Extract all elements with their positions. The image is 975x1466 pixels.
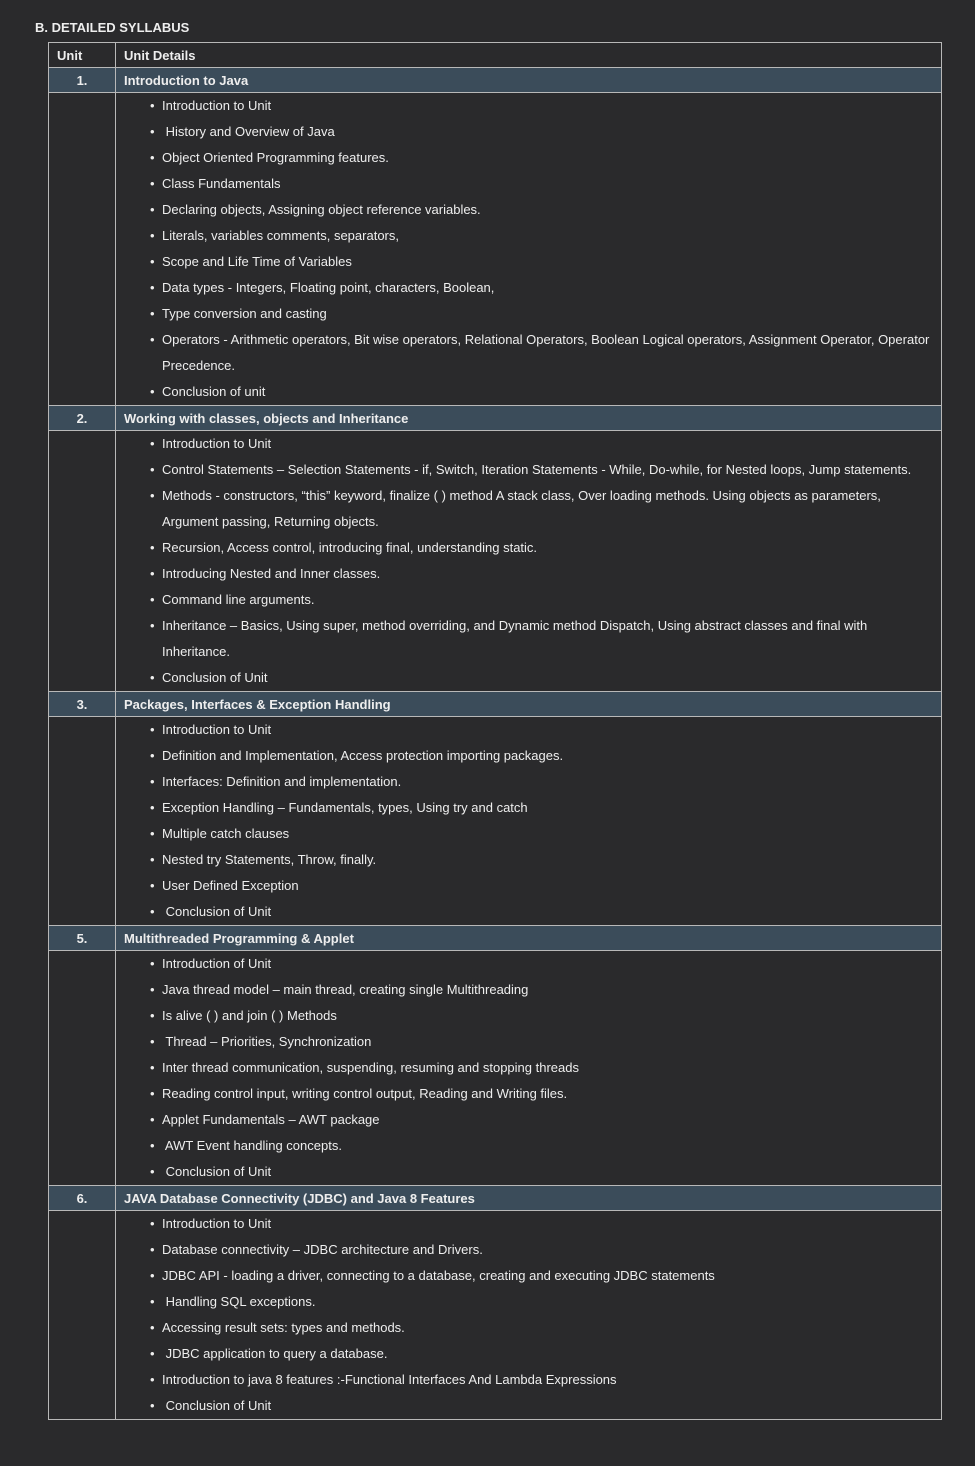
topic-text: Is alive ( ) and join ( ) Methods <box>162 1008 337 1023</box>
bullet-icon: • <box>150 306 155 321</box>
topic-item <box>150 327 931 379</box>
topic-item <box>150 1315 931 1341</box>
unit-column-header: Unit <box>49 43 116 68</box>
unit-number-empty-cell <box>49 431 116 692</box>
topic-text: Conclusion of unit <box>162 384 266 399</box>
bullet-icon: • <box>150 462 155 477</box>
bullet-icon: • <box>150 202 155 217</box>
topic-item <box>150 665 931 691</box>
topic-text: JDBC API - loading a driver, connecting to a database, creating and executing JDBC statements <box>162 1268 715 1283</box>
bullet-icon: • <box>150 1346 155 1361</box>
topic-text: Multiple catch clauses <box>162 826 290 841</box>
topic-item <box>150 1133 931 1159</box>
unit-number-empty-cell <box>49 93 116 406</box>
unit-topics-cell <box>116 951 942 1186</box>
topic-item <box>150 899 931 925</box>
bullet-icon: • <box>150 488 155 503</box>
topic-text: Control Statements – Selection Statements - if, Switch, Iteration Statements - While, Do-while, for Nested loops, Jump statements. <box>162 462 912 477</box>
bullet-icon: • <box>150 800 155 815</box>
topic-item <box>150 1159 931 1185</box>
topic-item <box>150 1055 931 1081</box>
bullet-icon: • <box>150 1268 155 1283</box>
unit-topics-cell <box>116 1211 942 1420</box>
topic-item <box>150 1263 931 1289</box>
topic-item <box>150 717 931 743</box>
topic-item <box>150 1029 931 1055</box>
topic-text: Definition and Implementation, Access protection importing packages. <box>162 748 564 763</box>
topic-text: Introducing Nested and Inner classes. <box>162 566 381 581</box>
topic-item <box>150 613 931 665</box>
topic-text: Handling SQL exceptions. <box>162 1294 316 1309</box>
bullet-icon: • <box>150 150 155 165</box>
syllabus-table-body <box>49 43 942 1420</box>
bullet-icon: • <box>150 1086 155 1101</box>
topic-text: Thread – Priorities, Synchronization <box>162 1034 372 1049</box>
topic-text: Conclusion of Unit <box>162 1164 272 1179</box>
bullet-icon: • <box>150 384 155 399</box>
topic-text: User Defined Exception <box>162 878 299 893</box>
topic-text: History and Overview of Java <box>162 124 335 139</box>
topic-text: JDBC application to query a database. <box>162 1346 388 1361</box>
topic-item <box>150 795 931 821</box>
bullet-icon: • <box>150 1216 155 1231</box>
topic-list <box>116 93 941 405</box>
unit-topics-cell <box>116 717 942 926</box>
topic-text: Conclusion of Unit <box>162 670 268 685</box>
topic-item <box>150 483 931 535</box>
section-heading: B. DETAILED SYLLABUS <box>35 20 190 35</box>
topic-item <box>150 561 931 587</box>
bullet-icon: • <box>150 774 155 789</box>
bullet-icon: • <box>150 566 155 581</box>
bullet-icon: • <box>150 1034 155 1049</box>
topic-item <box>150 587 931 613</box>
bullet-icon: • <box>150 670 155 685</box>
topic-item <box>150 1081 931 1107</box>
unit-number-empty-cell <box>49 951 116 1186</box>
unit-topics-row <box>49 717 942 926</box>
topic-item <box>150 1107 931 1133</box>
bullet-icon: • <box>150 1138 155 1153</box>
topic-item <box>150 301 931 327</box>
topic-text: Introduction to Unit <box>162 722 272 737</box>
unit-number: 3. <box>49 692 116 717</box>
unit-number: 6. <box>49 1186 116 1211</box>
topic-text: Applet Fundamentals – AWT package <box>162 1112 380 1127</box>
bullet-icon: • <box>150 124 155 139</box>
topic-list <box>116 1211 941 1419</box>
bullet-icon: • <box>150 748 155 763</box>
syllabus-table <box>48 42 942 1420</box>
unit-number-empty-cell <box>49 717 116 926</box>
unit-number-empty-cell <box>49 1211 116 1420</box>
topic-text: AWT Event handling concepts. <box>162 1138 342 1153</box>
topic-item <box>150 873 931 899</box>
topic-item <box>150 977 931 1003</box>
unit-title-row <box>49 1186 942 1211</box>
topic-item <box>150 223 931 249</box>
table-header-row <box>49 43 942 68</box>
bullet-icon: • <box>150 1398 155 1413</box>
unit-topics-cell <box>116 93 942 406</box>
topic-text: Literals, variables comments, separators, <box>162 228 399 243</box>
bullet-icon: • <box>150 722 155 737</box>
topic-item <box>150 769 931 795</box>
topic-item <box>150 1237 931 1263</box>
topic-item <box>150 197 931 223</box>
bullet-icon: • <box>150 904 155 919</box>
topic-item <box>150 119 931 145</box>
topic-text: Introduction to Unit <box>162 1216 272 1231</box>
unit-topics-row <box>49 951 942 1186</box>
unit-number: 2. <box>49 406 116 431</box>
unit-number: 1. <box>49 68 116 93</box>
bullet-icon: • <box>150 176 155 191</box>
bullet-icon: • <box>150 852 155 867</box>
topic-item <box>150 1341 931 1367</box>
topic-text: Accessing result sets: types and methods. <box>162 1320 405 1335</box>
bullet-icon: • <box>150 826 155 841</box>
topic-item <box>150 93 931 119</box>
unit-topics-row <box>49 431 942 692</box>
topic-item <box>150 847 931 873</box>
topic-text: Interfaces: Definition and implementation. <box>162 774 402 789</box>
topic-text: Nested try Statements, Throw, finally. <box>162 852 377 867</box>
topic-text: Inter thread communication, suspending, resuming and stopping threads <box>162 1060 579 1075</box>
topic-item <box>150 1003 931 1029</box>
unit-title: Introduction to Java <box>116 68 942 93</box>
unit-number: 5. <box>49 926 116 951</box>
topic-item <box>150 275 931 301</box>
topic-item <box>150 1367 931 1393</box>
topic-item <box>150 431 931 457</box>
topic-text: Reading control input, writing control output, Reading and Writing files. <box>162 1086 568 1101</box>
bullet-icon: • <box>150 228 155 243</box>
bullet-icon: • <box>150 956 155 971</box>
topic-text: Conclusion of Unit <box>162 904 272 919</box>
topic-item <box>150 821 931 847</box>
topic-list <box>116 717 941 925</box>
topic-text: Inheritance – Basics, Using super, method overriding, and Dynamic method Dispatch, Using abstract classes and final with Inheritance. <box>162 618 868 659</box>
topic-item <box>150 457 931 483</box>
bullet-icon: • <box>150 592 155 607</box>
topic-text: Database connectivity – JDBC architecture and Drivers. <box>162 1242 483 1257</box>
topic-list <box>116 951 941 1185</box>
unit-title: Packages, Interfaces & Exception Handling <box>116 692 942 717</box>
topic-item <box>150 743 931 769</box>
bullet-icon: • <box>150 982 155 997</box>
unit-title: Multithreaded Programming & Applet <box>116 926 942 951</box>
unit-topics-row <box>49 1211 942 1420</box>
topic-item <box>150 1289 931 1315</box>
topic-text: Scope and Life Time of Variables <box>162 254 352 269</box>
bullet-icon: • <box>150 618 155 633</box>
topic-item <box>150 171 931 197</box>
topic-text: Introduction to java 8 features :-Functional Interfaces And Lambda Expressions <box>162 1372 617 1387</box>
bullet-icon: • <box>150 1320 155 1335</box>
topic-text: Class Fundamentals <box>162 176 281 191</box>
topic-text: Methods - constructors, “this” keyword, finalize ( ) method A stack class, Over loading methods. Using objects as parameters, Argument passing, Returning objects. <box>162 488 881 529</box>
unit-topics-cell <box>116 431 942 692</box>
topic-item <box>150 535 931 561</box>
topic-text: Recursion, Access control, introducing final, understanding static. <box>162 540 538 555</box>
bullet-icon: • <box>150 1294 155 1309</box>
unit-title: JAVA Database Connectivity (JDBC) and Java 8 Features <box>116 1186 942 1211</box>
topic-item <box>150 379 931 405</box>
topic-item <box>150 249 931 275</box>
topic-text: Introduction to Unit <box>162 98 272 113</box>
topic-text: Introduction to Unit <box>162 436 272 451</box>
topic-text: Introduction of Unit <box>162 956 272 971</box>
bullet-icon: • <box>150 254 155 269</box>
topic-item <box>150 1211 931 1237</box>
topic-text: Command line arguments. <box>162 592 315 607</box>
topic-item <box>150 951 931 977</box>
topic-text: Conclusion of Unit <box>162 1398 272 1413</box>
unit-details-column-header: Unit Details <box>116 43 942 68</box>
unit-title-row <box>49 68 942 93</box>
bullet-icon: • <box>150 1372 155 1387</box>
topic-text: Data types - Integers, Floating point, characters, Boolean, <box>162 280 495 295</box>
topic-item <box>150 145 931 171</box>
bullet-icon: • <box>150 540 155 555</box>
topic-text: Type conversion and casting <box>162 306 327 321</box>
bullet-icon: • <box>150 332 155 347</box>
bullet-icon: • <box>150 1008 155 1023</box>
topic-item <box>150 1393 931 1419</box>
bullet-icon: • <box>150 436 155 451</box>
bullet-icon: • <box>150 1242 155 1257</box>
bullet-icon: • <box>150 1112 155 1127</box>
unit-title-row <box>49 406 942 431</box>
bullet-icon: • <box>150 280 155 295</box>
unit-title: Working with classes, objects and Inheritance <box>116 406 942 431</box>
topic-text: Operators - Arithmetic operators, Bit wise operators, Relational Operators, Boolean Logical operators, Assignment Operator, Operator Precedence. <box>162 332 930 373</box>
topic-text: Object Oriented Programming features. <box>162 150 389 165</box>
bullet-icon: • <box>150 1164 155 1179</box>
unit-title-row <box>49 692 942 717</box>
topic-text: Exception Handling – Fundamentals, types, Using try and catch <box>162 800 528 815</box>
unit-title-row <box>49 926 942 951</box>
topic-text: Declaring objects, Assigning object reference variables. <box>162 202 481 217</box>
unit-topics-row <box>49 93 942 406</box>
bullet-icon: • <box>150 878 155 893</box>
topic-text: Java thread model – main thread, creating single Multithreading <box>162 982 529 997</box>
bullet-icon: • <box>150 1060 155 1075</box>
topic-list <box>116 431 941 691</box>
bullet-icon: • <box>150 98 155 113</box>
